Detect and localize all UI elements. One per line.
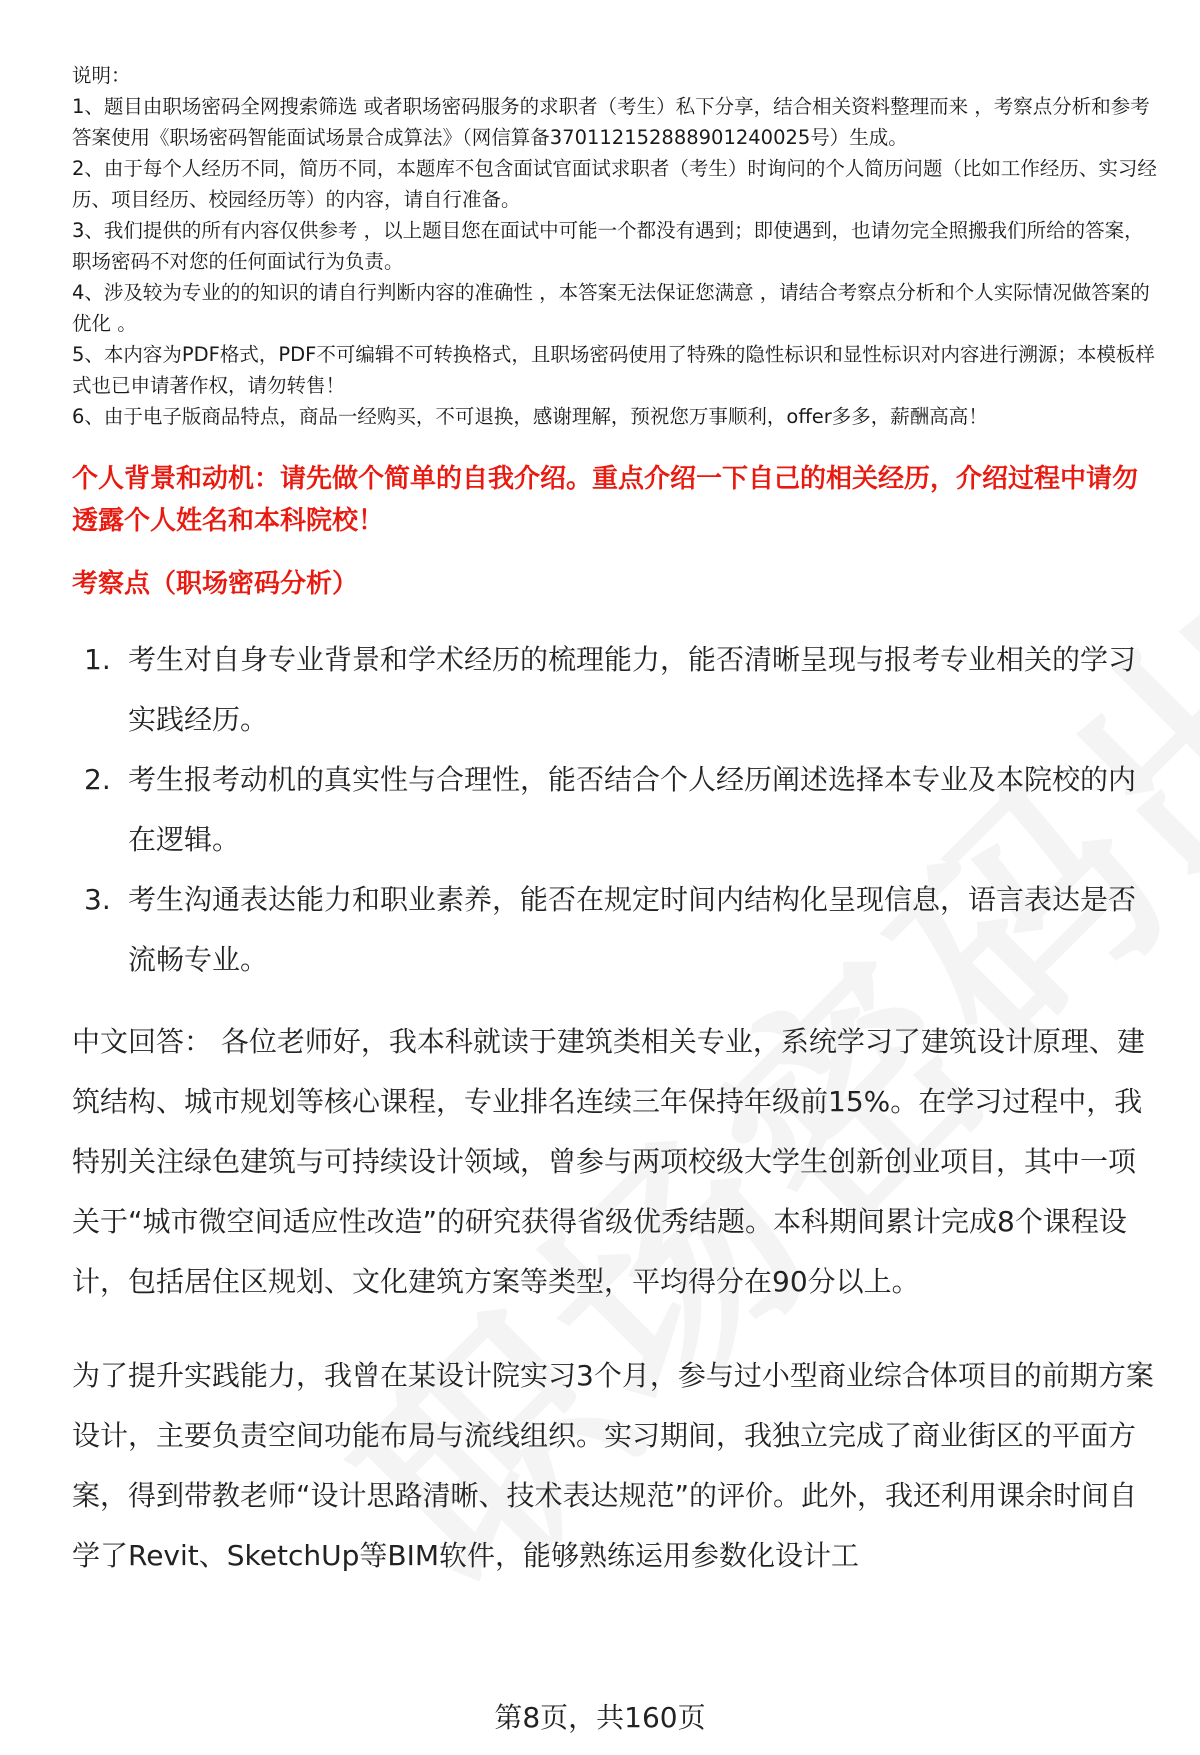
point-number: 1. xyxy=(84,643,111,676)
notes-item: 2、由于每个人经历不同，简历不同，本题库不包含面试官面试求职者（考生）时询问的个人简历问题（比如工作经历、实习经历、项目经历、校园经历等）的内容，请自行准备。 xyxy=(72,157,1157,211)
document-page xyxy=(72,60,1162,1620)
page-number-footer: 第8页，共160页 xyxy=(494,1701,706,1734)
analysis-point xyxy=(72,870,1162,990)
answer-paragraph: 为了提升实践能力，我曾在某设计院实习3个月，参与过小型商业综合体项目的前期方案设计，主要负责空间功能布局与流线组织。实习期间，我独立完成了商业街区的平面方案，得到带教老师“设计思路清晰、技术表达规范”的评价。此外，我还利用课余时间自学了Revit、SketchUp等BIM软件，能够熟练运用参数化设计工 xyxy=(72,1359,1154,1572)
analysis-title: 考察点（职场密码分析） xyxy=(72,569,359,599)
question-heading: 个人背景和动机：请先做个简单的自我介绍。重点介绍一下自己的相关经历，介绍过程中请勿透露个人姓名和本科院校！ xyxy=(72,464,1139,536)
point-number: 3. xyxy=(84,883,111,916)
point-text: 考生沟通表达能力和职业素养，能否在规定时间内结构化呈现信息，语言表达是否流畅专业。 xyxy=(128,883,1137,976)
notes-item: 6、由于电子版商品特点，商品一经购买，不可退换，感谢理解，预祝您万事顺利，offer多多，薪酬高高！ xyxy=(72,405,988,428)
analysis-point xyxy=(72,630,1162,750)
notes-item: 3、我们提供的所有内容仅供参考 ，以上题目您在面试中可能一个都没有遇到；即使遇到，也请勿完全照搬我们所给的答案，职场密码不对您的任何面试行为负责。 xyxy=(72,219,1144,273)
notes-heading: 说明： xyxy=(72,64,131,87)
point-text: 考生报考动机的真实性与合理性，能否结合个人经历阐述选择本专业及本院校的内在逻辑。 xyxy=(128,763,1137,856)
analysis-point xyxy=(72,750,1162,870)
notes-item: 5、本内容为PDF格式，PDF不可编辑不可转换格式，且职场密码使用了特殊的隐性标识和显性标识对内容进行溯源；本模板样式也已申请著作权，请勿转售！ xyxy=(72,343,1155,397)
notes-block xyxy=(72,60,1162,432)
answer-paragraph: 中文回答： 各位老师好，我本科就读于建筑类相关专业，系统学习了建筑设计原理、建筑结构、城市规划等核心课程，专业排名连续三年保持年级前15%。在学习过程中，我特别关注绿色建筑与可持续设计领域，曾参与两项校级大学生创新创业项目，其中一项关于“城市微空间适应性改造”的研究获得省级优秀结题。本科期间累计完成8个课程设计，包括居住区规划、文化建筑方案等类型，平均得分在90分以上。 xyxy=(72,1025,1145,1298)
answer-block xyxy=(72,1012,1162,1586)
point-text: 考生对自身专业背景和学术经历的梳理能力，能否清晰呈现与报考专业相关的学习实践经历。 xyxy=(128,643,1137,736)
analysis-points xyxy=(72,630,1162,990)
notes-item: 4、涉及较为专业的的知识的请自行判断内容的准确性 ，本答案无法保证您满意 ，请结合考察点分析和个人实际情况做答案的优化 。 xyxy=(72,281,1150,335)
point-number: 2. xyxy=(84,763,111,796)
notes-item: 1、题目由职场密码全网搜索筛选 或者职场密码服务的求职者（考生）私下分享，结合相关资料整理而来 ，考察点分析和参考答案使用《职场密码智能面试场景合成算法》（网信算备370112152888901240025号）生成。 xyxy=(72,95,1150,149)
